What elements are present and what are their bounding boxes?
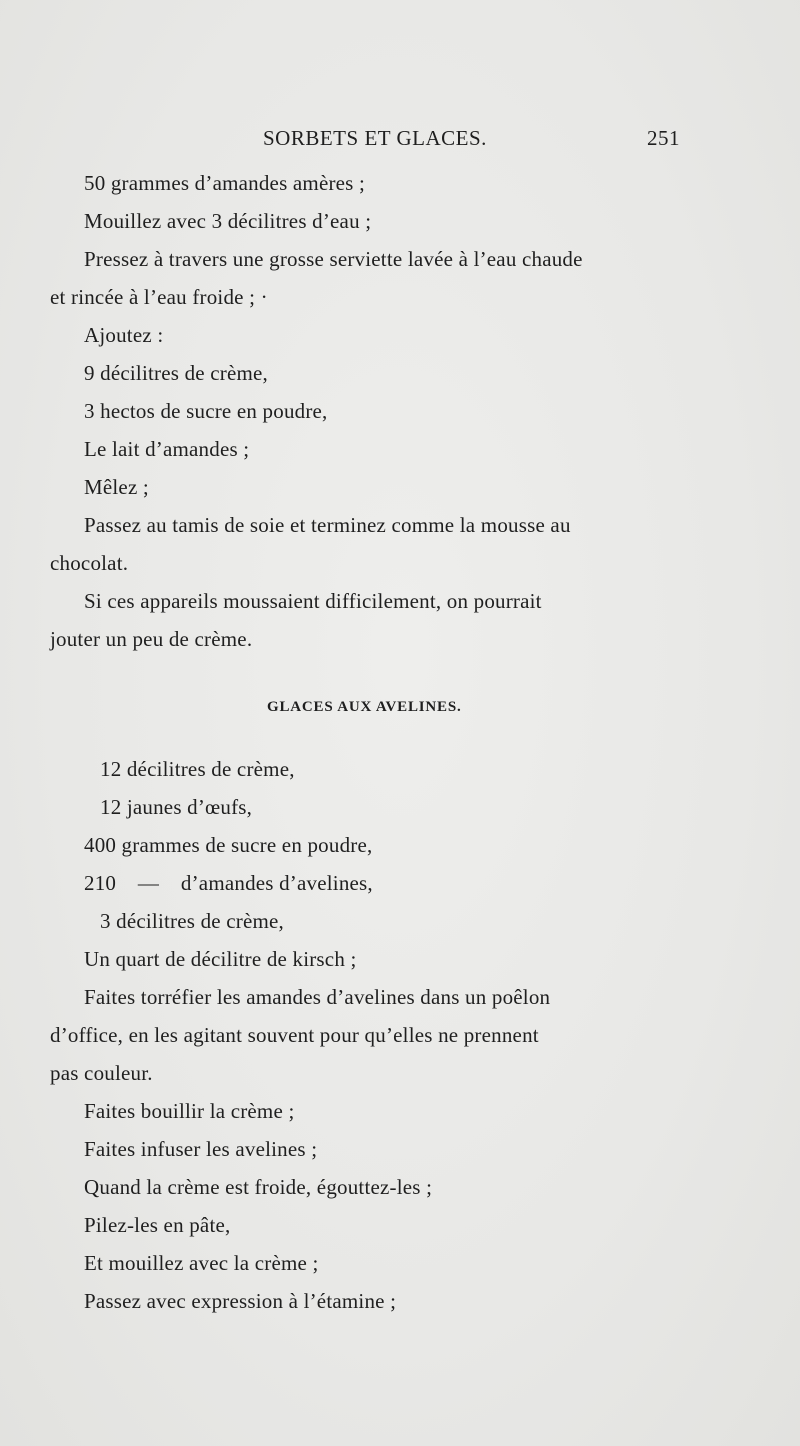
text-line: Passez au tamis de soie et terminez comme la mousse au <box>84 513 571 537</box>
text-line: jouter un peu de crème. <box>50 627 253 651</box>
text-line: 210 — d’amandes d’avelines, <box>84 871 373 895</box>
text-line: Pilez-les en pâte, <box>84 1213 231 1237</box>
text-line: Quand la crème est froide, égouttez-les ; <box>84 1175 433 1199</box>
text-line: Faites infuser les avelines ; <box>84 1137 318 1161</box>
text-line: 3 décilitres de crème, <box>100 909 284 933</box>
text-line: chocolat. <box>50 551 129 575</box>
text-line: Mouillez avec 3 décilitres d’eau ; <box>84 209 372 233</box>
page-number: 251 <box>647 126 680 150</box>
text-line: Un quart de décilitre de kirsch ; <box>84 947 357 971</box>
text-line: Pressez à travers une grosse serviette lavée à l’eau chaude <box>84 247 583 271</box>
text-line: Ajoutez : <box>84 323 164 347</box>
section-heading: GLACES AUX AVELINES. <box>267 699 462 715</box>
text-line: Mêlez ; <box>84 475 149 499</box>
text-line: Le lait d’amandes ; <box>84 437 250 461</box>
text-line: Faites bouillir la crème ; <box>84 1099 295 1123</box>
text-line: et rincée à l’eau froide ; · <box>50 285 268 309</box>
text-line: pas couleur. <box>50 1061 153 1085</box>
text-line: 12 décilitres de crème, <box>100 757 295 781</box>
text-line: 3 hectos de sucre en poudre, <box>84 399 328 423</box>
running-title: SORBETS ET GLACES. <box>263 126 487 150</box>
text-line: 12 jaunes d’œufs, <box>100 795 253 819</box>
text-line: 400 grammes de sucre en poudre, <box>84 833 373 857</box>
text-line: d’office, en les agitant souvent pour qu’elles ne prennent <box>50 1023 539 1047</box>
running-head <box>0 126 800 156</box>
text-line: 9 décilitres de crème, <box>84 361 268 385</box>
text-line: Faites torréfier les amandes d’avelines dans un poêlon <box>84 985 551 1009</box>
text-line: Passez avec expression à l’étamine ; <box>84 1289 397 1313</box>
text-line: Et mouillez avec la crème ; <box>84 1251 319 1275</box>
text-line: 50 grammes d’amandes amères ; <box>84 171 366 195</box>
text-line: Si ces appareils moussaient difficilement, on pourrait <box>84 589 542 613</box>
